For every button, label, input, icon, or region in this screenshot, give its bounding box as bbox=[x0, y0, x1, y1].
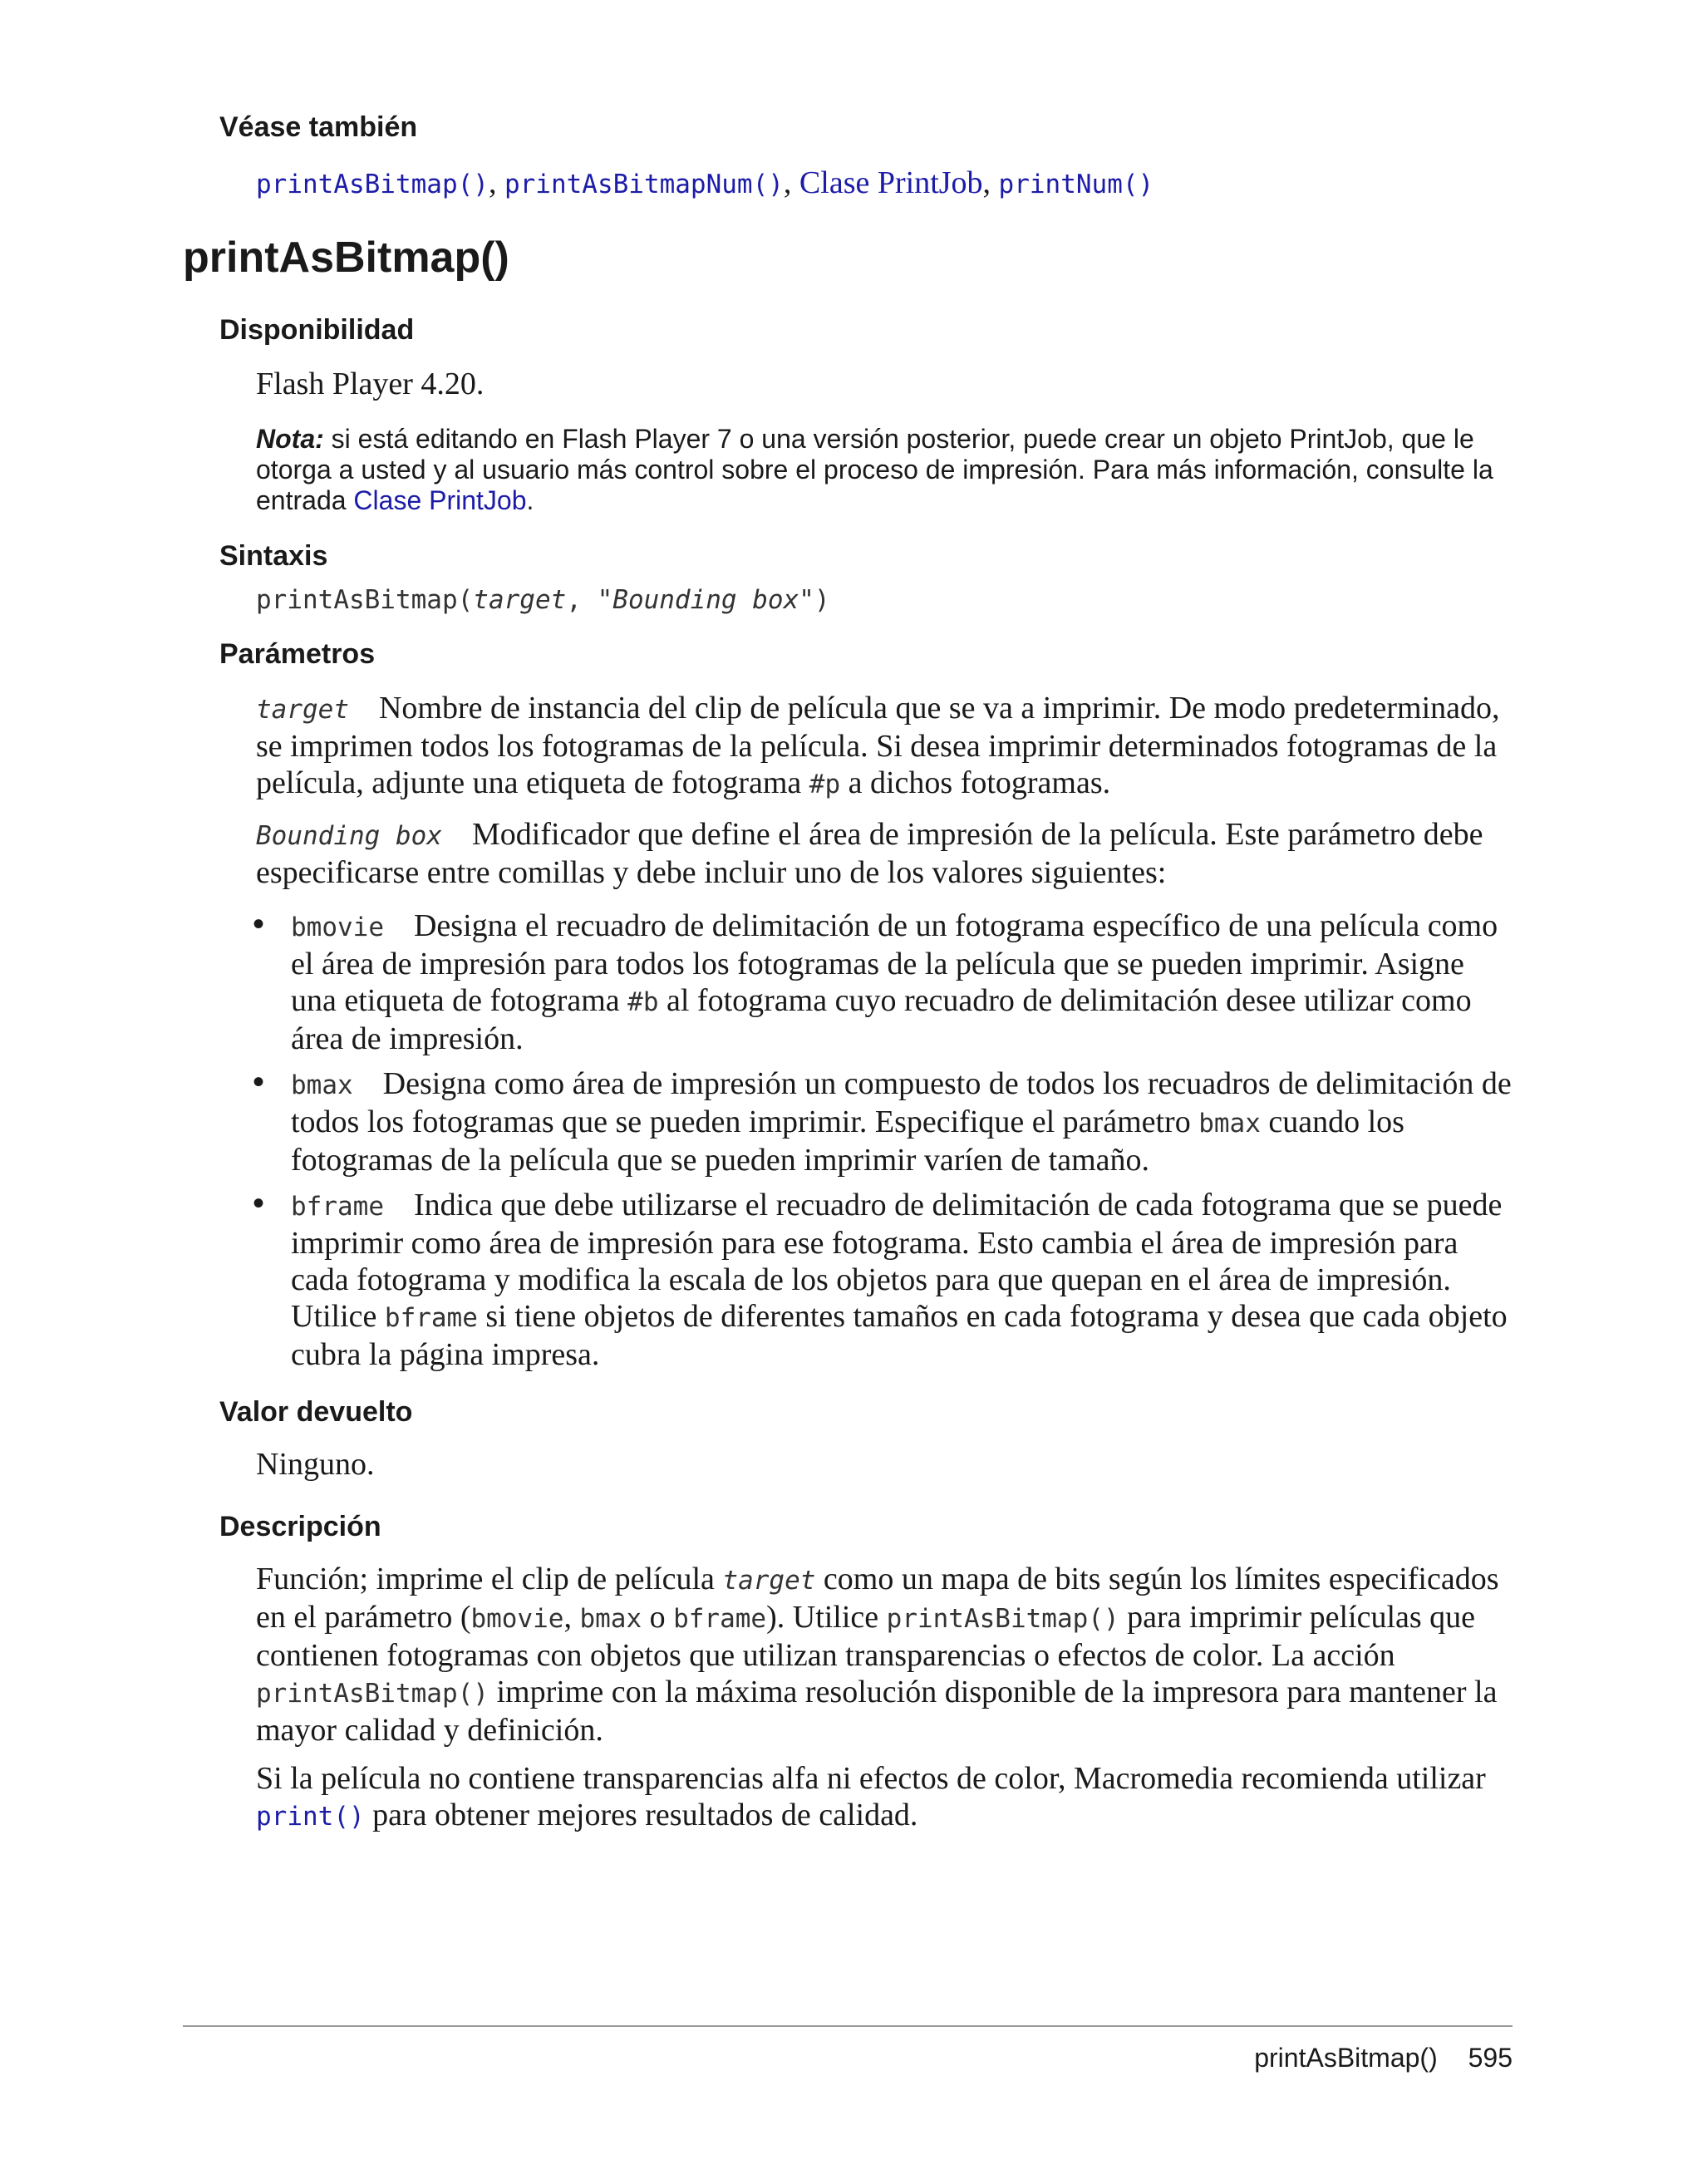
desc-text: para imprimir películas que contienen fotogramas con objetos que utilizan transparencias o efectos de color. La acción bbox=[256, 1600, 1476, 1673]
param-code: #p bbox=[809, 770, 841, 799]
link-print[interactable]: print() bbox=[256, 1802, 365, 1832]
separator: , bbox=[488, 165, 504, 200]
param-text: Nombre de instancia del clip de película que se va a imprimir. De modo predeterminado, se imprimen todos los fotogramas de la película. Si desea imprimir determinados fotogramas de la película, adjunte una etiqueta de fotograma bbox=[256, 691, 1500, 800]
desc-code: bmax bbox=[579, 1604, 642, 1634]
desc-text: para obtener mejores resultados de calidad. bbox=[364, 1798, 918, 1832]
footer-title: printAsBitmap() bbox=[1254, 2043, 1438, 2073]
bullet-glyph: • bbox=[253, 1064, 265, 1100]
link-clase-printjob[interactable]: Clase PrintJob bbox=[799, 165, 983, 200]
param-term-bbox: Bounding box bbox=[256, 821, 442, 851]
bullet-glyph: • bbox=[253, 906, 265, 942]
desc-text: Si la película no contiene transparencias alfa ni efectos de color, Macromedia recomienda utilizar bbox=[256, 1761, 1486, 1796]
syntax-end: ") bbox=[799, 585, 830, 615]
list-item-bmovie bbox=[291, 908, 1513, 1057]
syntax-arg-target: target bbox=[473, 585, 567, 615]
list-text: Designa como área de impresión un compuesto de todos los recuadros de delimitación de todos los fotogramas que se pueden imprimir. Especifique el parámetro bbox=[291, 1066, 1512, 1139]
separator: , bbox=[982, 165, 999, 200]
desc-text: , bbox=[563, 1600, 580, 1635]
bullet-glyph: • bbox=[253, 1185, 265, 1222]
page-title: printAsBitmap() bbox=[183, 234, 509, 282]
list-code: #b bbox=[627, 987, 659, 1017]
link-printasbitmap[interactable]: printAsBitmap() bbox=[256, 170, 489, 199]
syntax-code bbox=[256, 580, 1513, 618]
syntax-arg-bbox: Bounding box bbox=[612, 585, 799, 615]
description-paragraph-1 bbox=[256, 1561, 1513, 1749]
see-also-links bbox=[256, 165, 1513, 203]
desc-text: imprime con la máxima resolución disponible de la impresora para mantener la mayor calidad y definición. bbox=[256, 1675, 1498, 1748]
desc-text: Función; imprime el clip de película bbox=[256, 1562, 723, 1596]
syntax-fn: printAsBitmap( bbox=[256, 585, 474, 615]
desc-code: printAsBitmap() bbox=[886, 1604, 1119, 1634]
note-end: . bbox=[526, 485, 534, 515]
link-printnum[interactable]: printNum() bbox=[998, 170, 1154, 199]
list-text: Designa el recuadro de delimitación de un fotograma específico de una película como el área de impresión para todos los fotogramas de la película que se pueden imprimir. Asigne una etiqueta de fotograma bbox=[291, 908, 1498, 1018]
desc-text: o bbox=[642, 1600, 674, 1635]
parameters-heading: Parámetros bbox=[219, 638, 376, 670]
description-heading: Descripción bbox=[219, 1511, 381, 1542]
param-target bbox=[256, 690, 1513, 803]
availability-heading: Disponibilidad bbox=[219, 314, 415, 346]
footer-rule bbox=[183, 2025, 1513, 2027]
link-clase-printjob-note[interactable]: Clase PrintJob bbox=[353, 485, 527, 515]
availability-text: Flash Player 4.20. bbox=[256, 366, 485, 401]
syntax-heading: Sintaxis bbox=[219, 540, 328, 572]
page-number: 595 bbox=[1468, 2043, 1513, 2073]
list-text: al fotograma cuyo recuadro de delimitación desee utilizar como área de impresión. bbox=[291, 983, 1472, 1056]
returns-heading: Valor devuelto bbox=[219, 1396, 413, 1428]
param-text: a dichos fotogramas. bbox=[840, 765, 1111, 800]
separator: , bbox=[783, 165, 799, 200]
desc-code: bmovie bbox=[470, 1604, 564, 1634]
param-text: Modificador que define el área de impresión de la película. Este parámetro debe especificarse entre comillas y debe incluir uno de los valores siguientes: bbox=[256, 817, 1483, 890]
list-text: cuando los fotogramas de la película que se pueden imprimir varíen de tamaño. bbox=[291, 1104, 1404, 1178]
param-bbox bbox=[256, 816, 1513, 891]
list-item-bmax bbox=[291, 1065, 1513, 1178]
description-paragraph-2 bbox=[256, 1760, 1513, 1835]
desc-code: printAsBitmap() bbox=[256, 1679, 489, 1709]
desc-text: ). Utilice bbox=[766, 1600, 887, 1635]
list-item-bframe bbox=[291, 1187, 1513, 1373]
list-term-bmovie: bmovie bbox=[291, 912, 384, 942]
list-text: si tiene objetos de diferentes tamaños en cada fotograma y desea que cada objeto cubra la página impresa. bbox=[291, 1299, 1508, 1372]
list-code: bframe bbox=[384, 1303, 478, 1333]
desc-code: target bbox=[722, 1566, 816, 1596]
desc-text: como un mapa de bits según los límites especificados en el parámetro ( bbox=[256, 1562, 1499, 1635]
list-term-bmax: bmax bbox=[291, 1070, 353, 1100]
param-term-target: target bbox=[256, 695, 349, 725]
desc-code: bframe bbox=[673, 1604, 767, 1634]
see-also-heading: Véase también bbox=[219, 111, 418, 143]
availability-note bbox=[256, 424, 1513, 516]
list-text: Indica que debe utilizarse el recuadro de delimitación de cada fotograma que se puede imprimir como área de impresión para ese fotograma. Esto cambia el área de impresión para cada fotograma y modifica la escala de los objetos para que quepan en el área de impresión. Utilice bbox=[291, 1188, 1503, 1334]
returns-text: Ninguno. bbox=[256, 1447, 375, 1482]
note-label: Nota: bbox=[256, 424, 324, 454]
footer bbox=[1254, 2043, 1513, 2073]
link-printasbitmapnum[interactable]: printAsBitmapNum() bbox=[504, 170, 784, 199]
syntax-sep: , " bbox=[566, 585, 613, 615]
note-text: si está editando en Flash Player 7 o una versión posterior, puede crear un objeto PrintJob, que le otorga a usted y al usuario más control sobre el proceso de impresión. Para más información, consulte la entrada bbox=[256, 424, 1493, 515]
list-code: bmax bbox=[1198, 1109, 1261, 1139]
list-term-bframe: bframe bbox=[291, 1192, 384, 1222]
